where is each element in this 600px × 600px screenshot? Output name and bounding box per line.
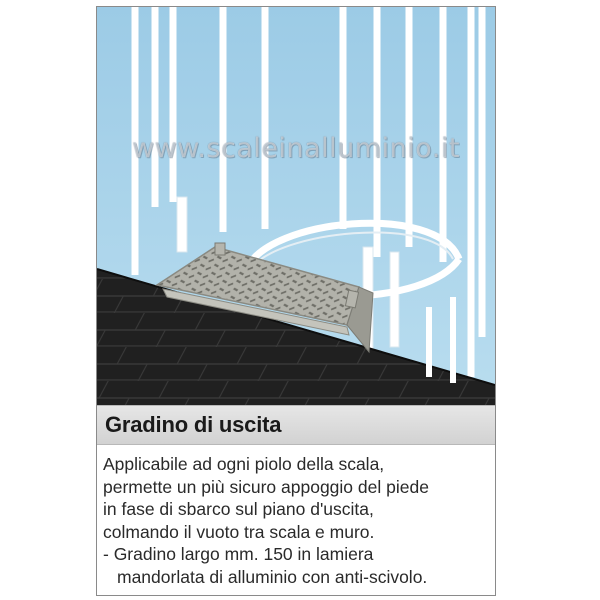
watermark: www.scaleinalluminio.it	[132, 133, 460, 164]
product-description	[103, 453, 495, 589]
spec-bullet: - Gradino largo mm. 150 in lamiera	[103, 544, 374, 565]
product-title: Gradino di uscita	[105, 412, 282, 437]
product-card	[96, 6, 496, 596]
description-line: Applicabile ad ogni piolo della scala,	[103, 454, 385, 474]
description-line: colmando il vuoto tra scala e muro.	[103, 521, 375, 542]
description-line: in fase di sbarco sul piano d'uscita,	[103, 499, 374, 520]
ladder-exit-step-illustration	[97, 7, 495, 405]
product-render	[97, 7, 495, 405]
title-bar	[97, 405, 495, 445]
spec-bullet-continuation: mandorlata di alluminio con anti-scivolo.	[117, 566, 428, 587]
description-line: permette un più sicuro appoggio del piede	[103, 476, 429, 497]
